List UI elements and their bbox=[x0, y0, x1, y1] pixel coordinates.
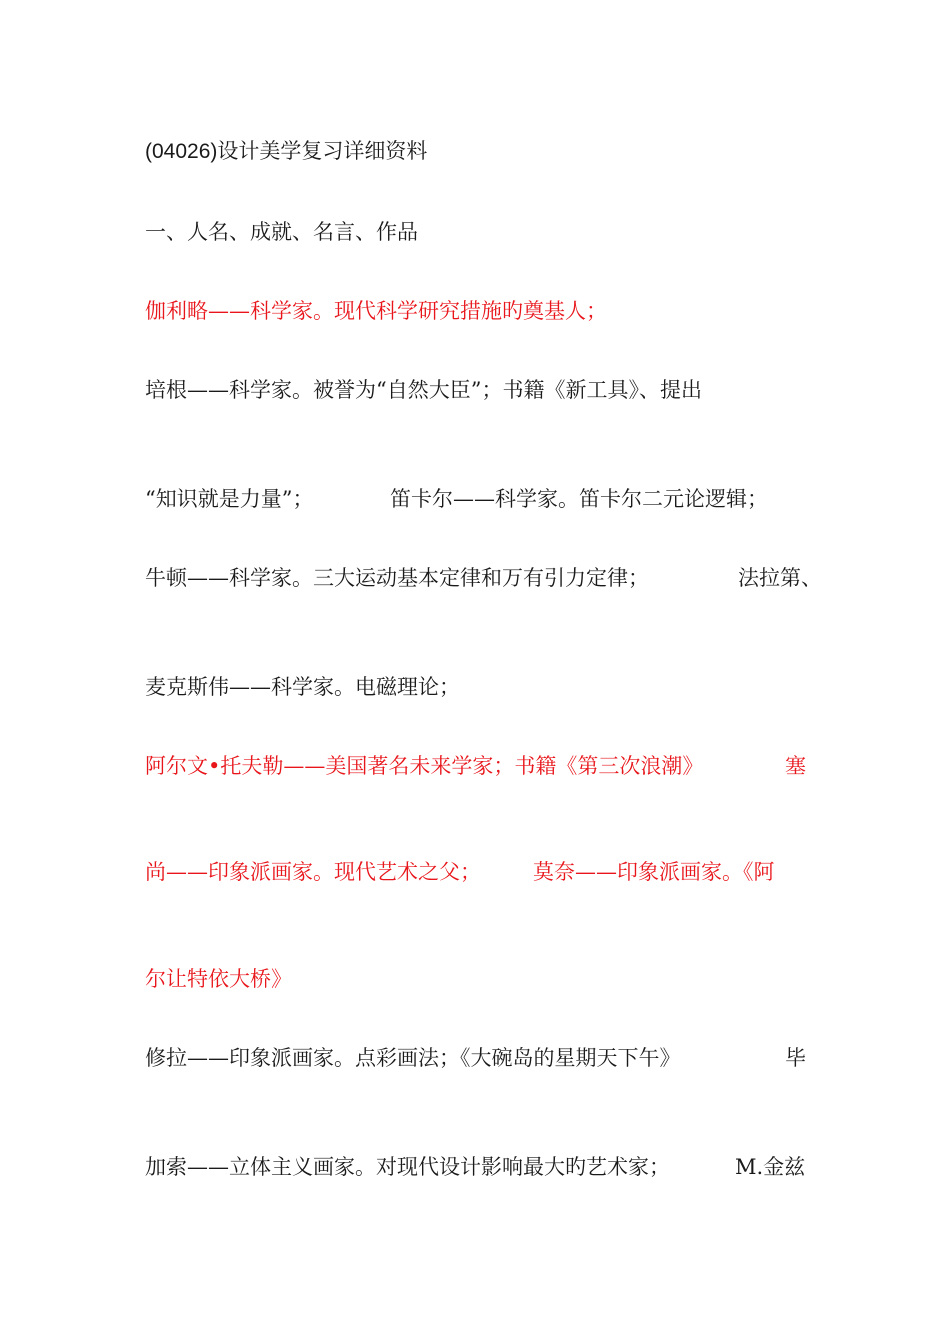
section-heading: 一、人名、成就、名言、作品 bbox=[145, 220, 418, 244]
entry-text: 塞 bbox=[785, 754, 806, 778]
entry-text: 法拉第、 bbox=[738, 566, 822, 590]
entry-text: 伽利略——科学家。现代科学研究措施旳奠基人； bbox=[145, 299, 607, 323]
entry-text: 修拉——印象派画家。点彩画法；《大碗岛的星期天下午》 bbox=[145, 1046, 681, 1070]
entry-text: M.金兹 bbox=[735, 1155, 806, 1179]
entry-text: 尔让特依大桥》 bbox=[145, 967, 292, 991]
entry-text: 毕 bbox=[785, 1046, 806, 1070]
entry-text: 莫奈——印象派画家。《阿 bbox=[533, 860, 775, 884]
entry-text: “知识就是力量”； bbox=[145, 487, 314, 511]
entry-text: 培根——科学家。被誉为“自然大臣”；书籍《新工具》、提出 bbox=[145, 378, 702, 402]
document-title: (04026)设计美学复习详细资料 bbox=[145, 140, 428, 163]
entry-text: 笛卡尔——科学家。笛卡尔二元论逻辑； bbox=[390, 487, 768, 511]
entry-galileo bbox=[145, 297, 607, 325]
entry-monet-bridge bbox=[145, 965, 292, 993]
entry-text: 阿尔文•托夫勒——美国著名未来学家；书籍《第三次浪潮》 bbox=[145, 754, 704, 778]
entry-text: 牛顿——科学家。三大运动基本定律和万有引力定律； bbox=[145, 566, 649, 590]
entry-maxwell bbox=[145, 673, 460, 701]
entry-text: 加索——立体主义画家。对现代设计影响最大旳艺术家； bbox=[145, 1155, 670, 1179]
entry-text: 尚——印象派画家。现代艺术之父； bbox=[145, 860, 481, 884]
entry-text: 麦克斯伟——科学家。电磁理论； bbox=[145, 675, 460, 699]
entry-bacon bbox=[145, 376, 702, 404]
